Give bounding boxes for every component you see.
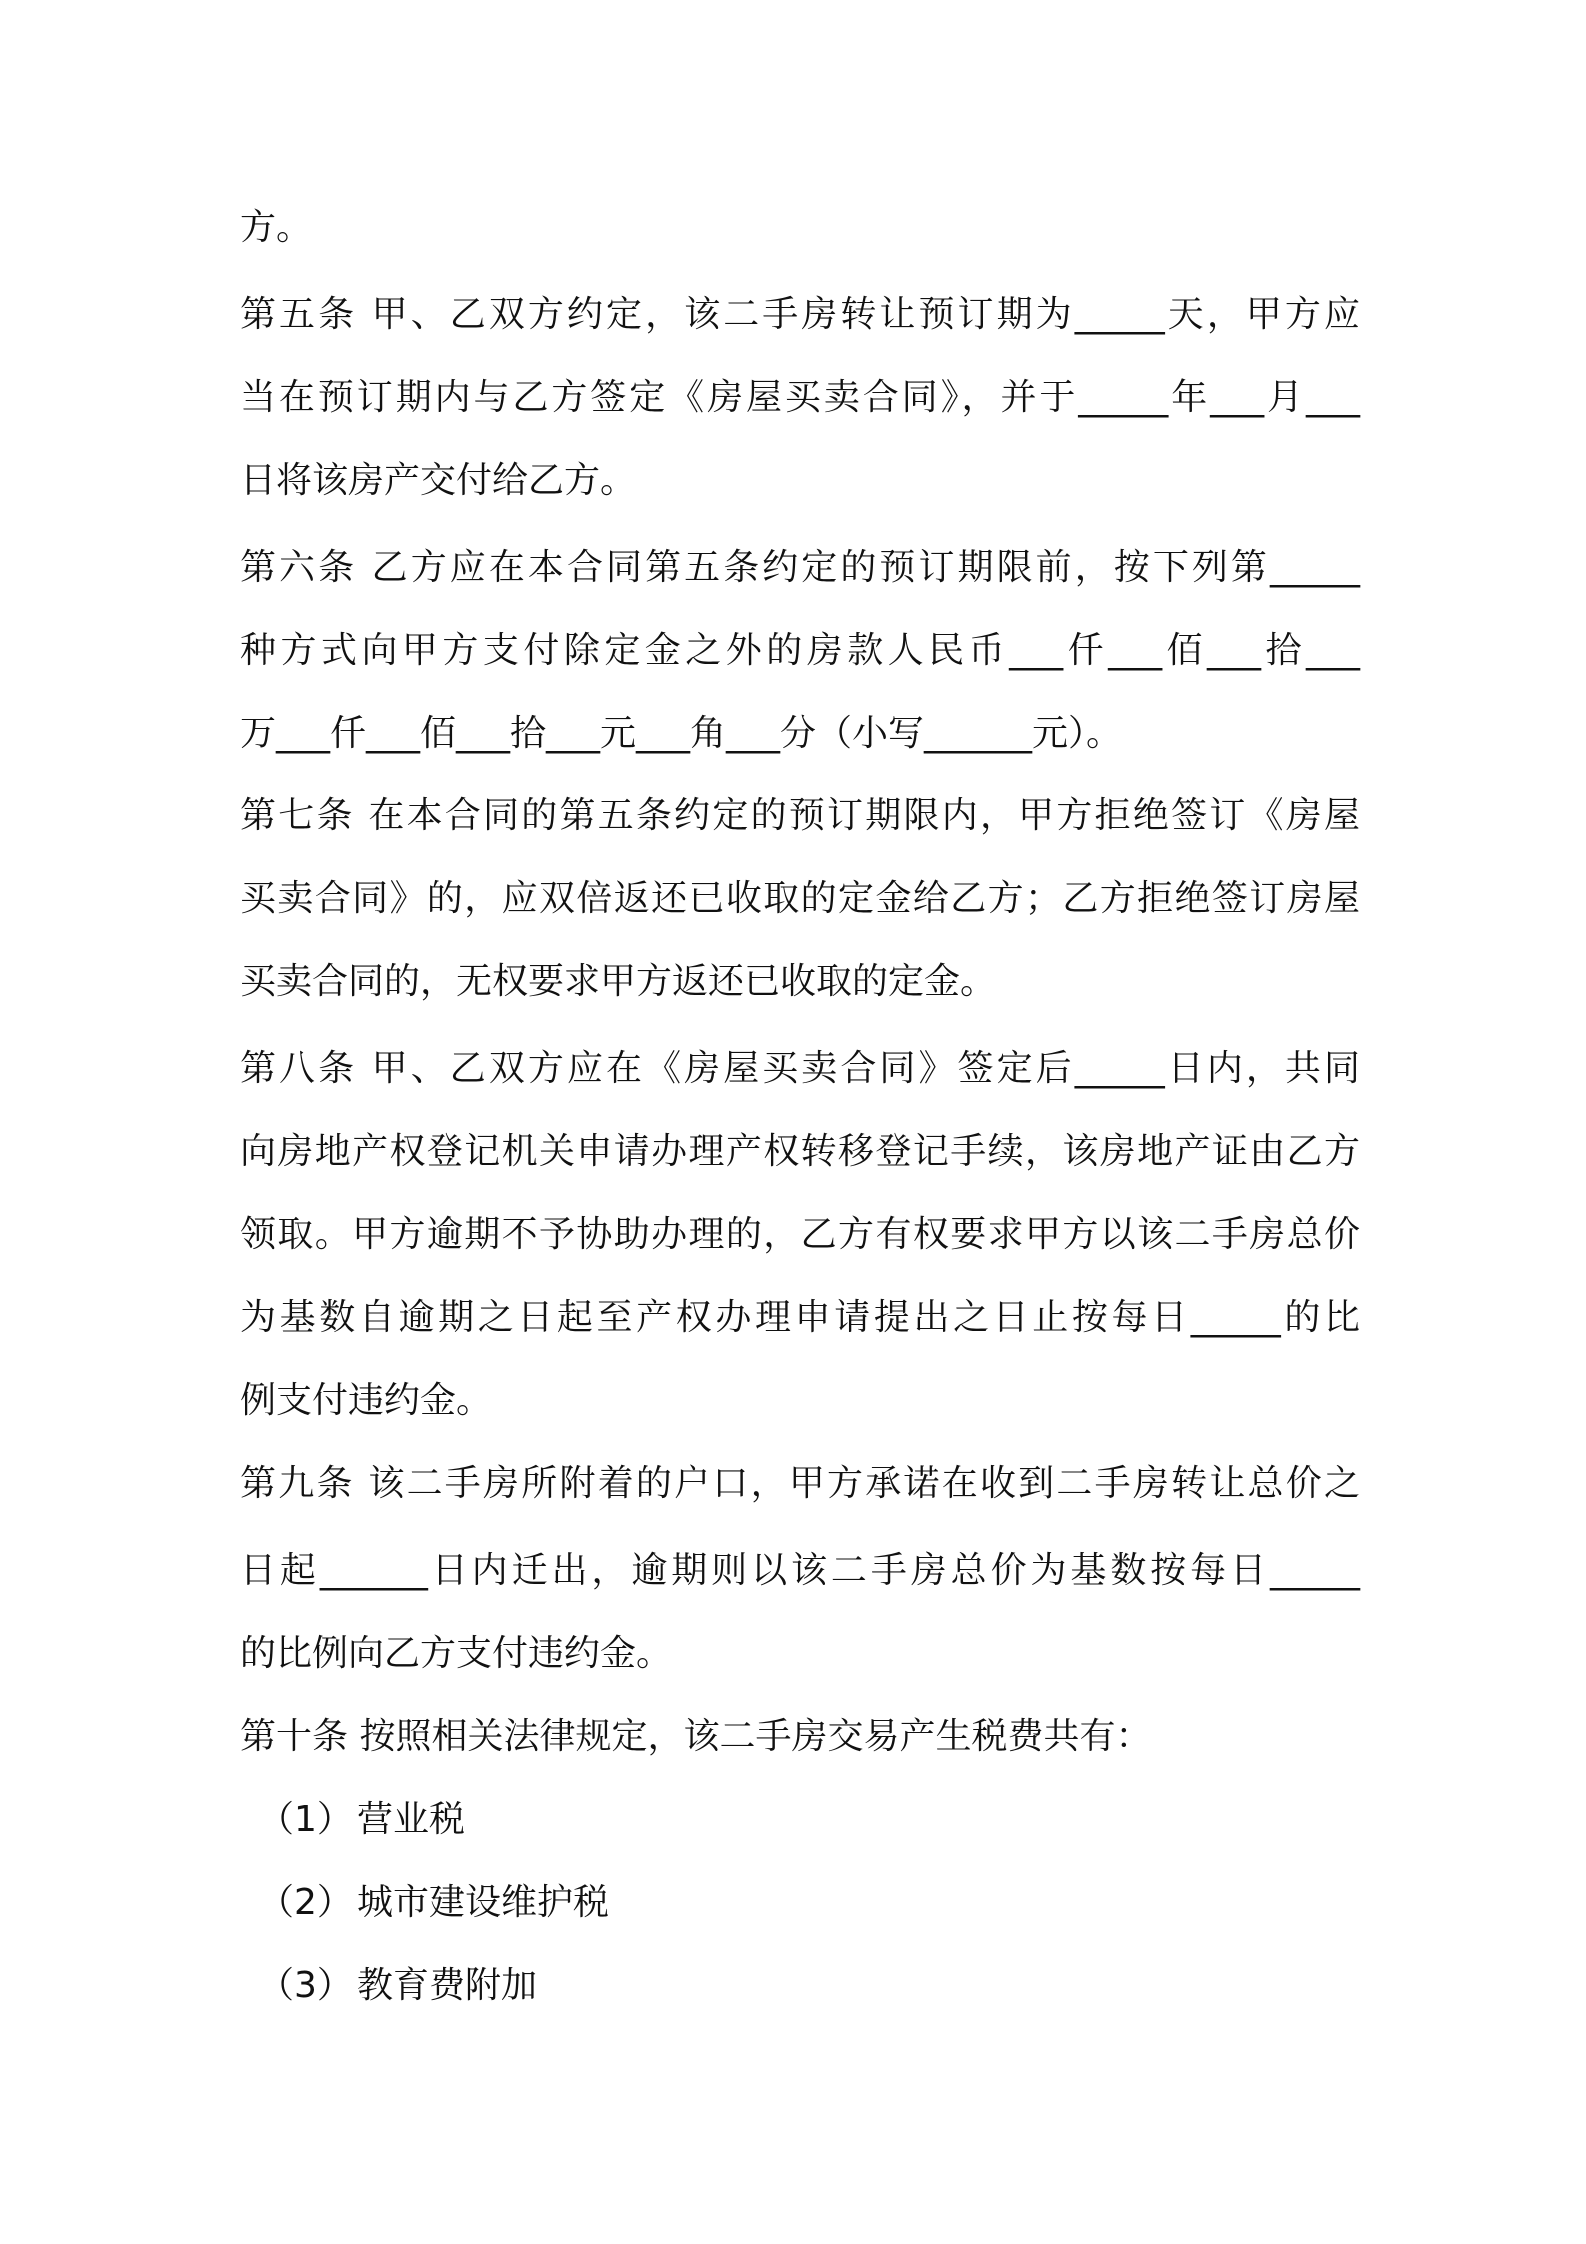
article-7-line-1: 第七条 在本合同的第五条约定的预订期限内，甲方拒绝签订《房屋: [240, 795, 1360, 836]
article-8-line-3: 领取。甲方逾期不予协助办理的，乙方有权要求甲方以该二手房总价: [240, 1214, 1360, 1255]
article-5-line-1: 第五条 甲、乙双方约定，该二手房转让预订期为_____天，甲方应: [240, 294, 1360, 335]
article-5-line-3: 日将该房产交付给乙方。: [240, 460, 637, 501]
text-line: 方。: [240, 207, 313, 248]
article-5-line-2: 当在预订期内与乙方签定《房屋买卖合同》，并于_____年___月___: [240, 377, 1360, 418]
tax-item-label: 城市建设维护税: [357, 1882, 610, 1923]
tax-item-number: （3）: [258, 1965, 353, 2006]
article-6-line-1: 第六条 乙方应在本合同第五条约定的预订期限前，按下列第_____: [240, 547, 1360, 588]
article-8-line-2: 向房地产权登记机关申请办理产权转移登记手续，该房地产证由乙方: [240, 1131, 1360, 1172]
tax-item-number: （2）: [258, 1882, 353, 1923]
article-7-line-3: 买卖合同的，无权要求甲方返还已收取的定金。: [240, 961, 997, 1002]
article-9-line-3: 的比例向乙方支付违约金。: [240, 1633, 673, 1674]
article-9-line-1: 第九条 该二手房所附着的户口，甲方承诺在收到二手房转让总价之: [240, 1463, 1360, 1504]
article-7-line-2: 买卖合同》的，应双倍返还已收取的定金给乙方；乙方拒绝签订房屋: [240, 878, 1360, 919]
article-8-line-4: 为基数自逾期之日起至产权办理申请提出之日止按每日_____的比: [240, 1297, 1360, 1338]
article-6-line-2: 种方式向甲方支付除定金之外的房款人民币___仟___佰___拾___: [240, 630, 1360, 671]
article-8-line-5: 例支付违约金。: [240, 1380, 493, 1421]
article-6-line-3: 万___仟___佰___拾___元___角___分（小写______元）。: [240, 713, 1123, 754]
tax-item-label: 教育费附加: [357, 1965, 538, 2006]
article-9-line-2: 日起______日内迁出，逾期则以该二手房总价为基数按每日_____: [240, 1550, 1360, 1591]
article-8-line-1: 第八条 甲、乙双方应在《房屋买卖合同》签定后_____日内，共同: [240, 1048, 1360, 1089]
tax-item-label: 营业税: [357, 1799, 466, 1840]
article-10-line-1: 第十条 按照相关法律规定，该二手房交易产生税费共有：: [240, 1716, 1152, 1757]
tax-item-number: （1）: [258, 1799, 353, 1840]
